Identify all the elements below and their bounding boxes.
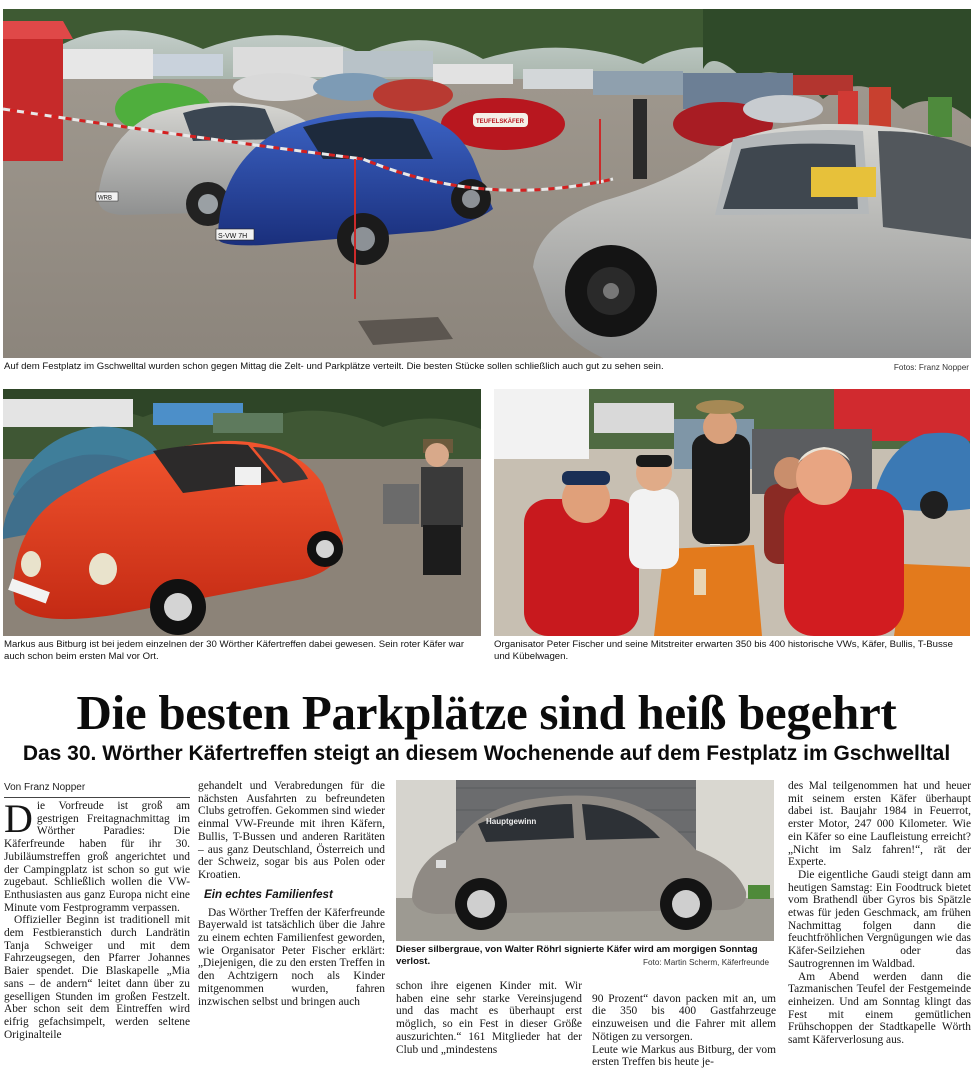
col1-paragraph-2: Offizieller Beginn ist traditionell mit dem Festbieranstich durch Landrätin Tanja Schweiger und mit dem Fahrzeugsegen, den Pfarrer Johannes Baier spendet. Die Blaskapelle „Mia sans – de andern“ leitet dann über zu geselligen Stunden im großen Festzelt. Aber schon seit dem Eintreffen wird eifrig gefachsimpelt, werden seltene Originalteile (4, 914, 190, 1041)
credit-top-photo: Fotos: Franz Nopper (893, 363, 969, 372)
article-column-3 (396, 980, 582, 1061)
col2-paragraph-1: gehandelt und Verabredungen für die nächsten Ausfahrten zu befreundeten Clubs getroffen. Gekommen sind wieder einmal VW-Freunde mit ihren Käfern, Bullis, T-Bussen und anderen Raritäten – aus ganz Deutschland, Österreich und der Schweiz, sogar bis aus Polen oder Kroatien. (198, 780, 385, 881)
col2-paragraph-2: Das Wörther Treffen der Käferfreunde Bayerwald ist tatsächlich über die Jahre zu einem echten Familienfest geworden, wie Organisator Peter Fischer erklärt: „Diejenigen, die zu den ersten Treffen in den Achtzigern noch als Kinder mitgenommen wurden, fahren inzwischen selbst und bringen auch (198, 906, 385, 1008)
article-column-2 (198, 780, 385, 1061)
photo-organisatoren (494, 389, 970, 636)
plate-silver-beetle: WRB (98, 195, 112, 202)
article-subheadline: Das 30. Wörther Käfertreffen steigt an diesem Wochenende auf dem Festplatz im Gschwelltal (22, 742, 951, 765)
caption-left-photo: Markus aus Bitburg ist bei jedem einzelnen der 30 Wörther Käfertreffen dabei gewesen. Sein roter Käfer war auch schon beim ersten Mal vor Ort. (4, 639, 465, 662)
credit-inline-photo: Foto: Martin Scherm, Käferfreunde (643, 958, 770, 967)
caption-inline-photo: Dieser silbergraue, von Walter Röhrl signierte Käfer wird am morgigen Sonntag verlost. (396, 944, 758, 967)
col1-paragraph-1: ie Vorfreude ist groß am gestrigen Freitagnachmittag im Wörther Paradies: Die Käferfreunde haben für ihr 30. Jubiläumstreffen groß angerichtet und der Campingplatz ist schon so gut wie zugebaut. Schließlich wollen die VW-Enthusiasten aus ganz Europa nicht eine Minute vom Festprogramm verpassen. (4, 800, 190, 914)
col3-paragraph: schon ihre eigenen Kinder mit. Wir haben eine sehr starke Vereinsjugend und das macht es überhaupt erst möglich, so ein Fest in dieser Größe auszurichten.“ 161 Mitglieder hat der Club und „mindestens (396, 980, 582, 1056)
dropcap: D (4, 796, 33, 841)
article-headline: Die besten Parkplätze sind heiß begehrt (76, 685, 897, 740)
decal-teufelskaefer: TEUFELSKÄFER (476, 119, 524, 125)
photo-festplatz (3, 9, 971, 358)
col5-paragraph-2: Die eigentliche Gaudi steigt dann am heutigen Samstag: Ein Foodtruck bietet vom Brathendl über Gyros bis Spätzle etwas für jeden Geschmack, am frühen Nachmittag folgen dann die feuchtfröhlichen Vergnügungen wie das Käfer-Seilziehen oder das Sautrogrennen im Waldbad. (788, 868, 971, 970)
caption-top-photo: Auf dem Festplatz im Gschwelltal wurden schon gegen Mittag die Zelt- und Parkplätze verteilt. Die besten Stücke sollen schließlich auch gut zu sehen sein. (4, 361, 664, 372)
col4-paragraph: 90 Prozent“ davon packen mit an, um die 350 bis 400 Gastfahrzeuge einzuweisen und die Fahrer mit allem Nötigen zu versorgen. Leute wie Markus aus Bitburg, der vom ersten Treffen bis heute je- (592, 992, 776, 1069)
subheading-familienfest: Ein echtes Familienfest (204, 887, 333, 901)
article-column-4 (592, 980, 776, 1069)
decal-hauptgewinn: Hauptgewinn (486, 817, 537, 826)
col5-paragraph-1: des Mal teilgenommen hat und heuer mit seinem ersten Käfer überhaupt dabei ist. Baujahr 1984 in Feuerrot, erster Motor, 247 000 Kilometer. Wie ein Käfer so eine Laufleistung erreicht? „Nicht im Salz fahren!“, rät der Experte. (788, 780, 971, 869)
photo-roter-kaefer (3, 389, 481, 636)
caption-right-photo: Organisator Peter Fischer und seine Mitstreiter erwarten 350 bis 400 historische VWs, Käfer, Bullis, T-Busse und Kübelwagen. (494, 639, 953, 662)
article-column-1 (4, 796, 190, 1061)
col5-paragraph-3: Am Abend werden dann die Tazmanischen Teufel der Festgemeinde einheizen. Und am Sonntag klingt das Fest mit einem gemütlichen Frühschoppen der Stadtkapelle Wörth samt Käferverlosung aus. (788, 970, 971, 1047)
article-column-5 (788, 780, 971, 1061)
photo-hauptgewinn-kaefer (396, 780, 774, 941)
plate-blue-beetle: S-VW 7H (218, 233, 248, 240)
byline: Von Franz Nopper (4, 782, 190, 798)
